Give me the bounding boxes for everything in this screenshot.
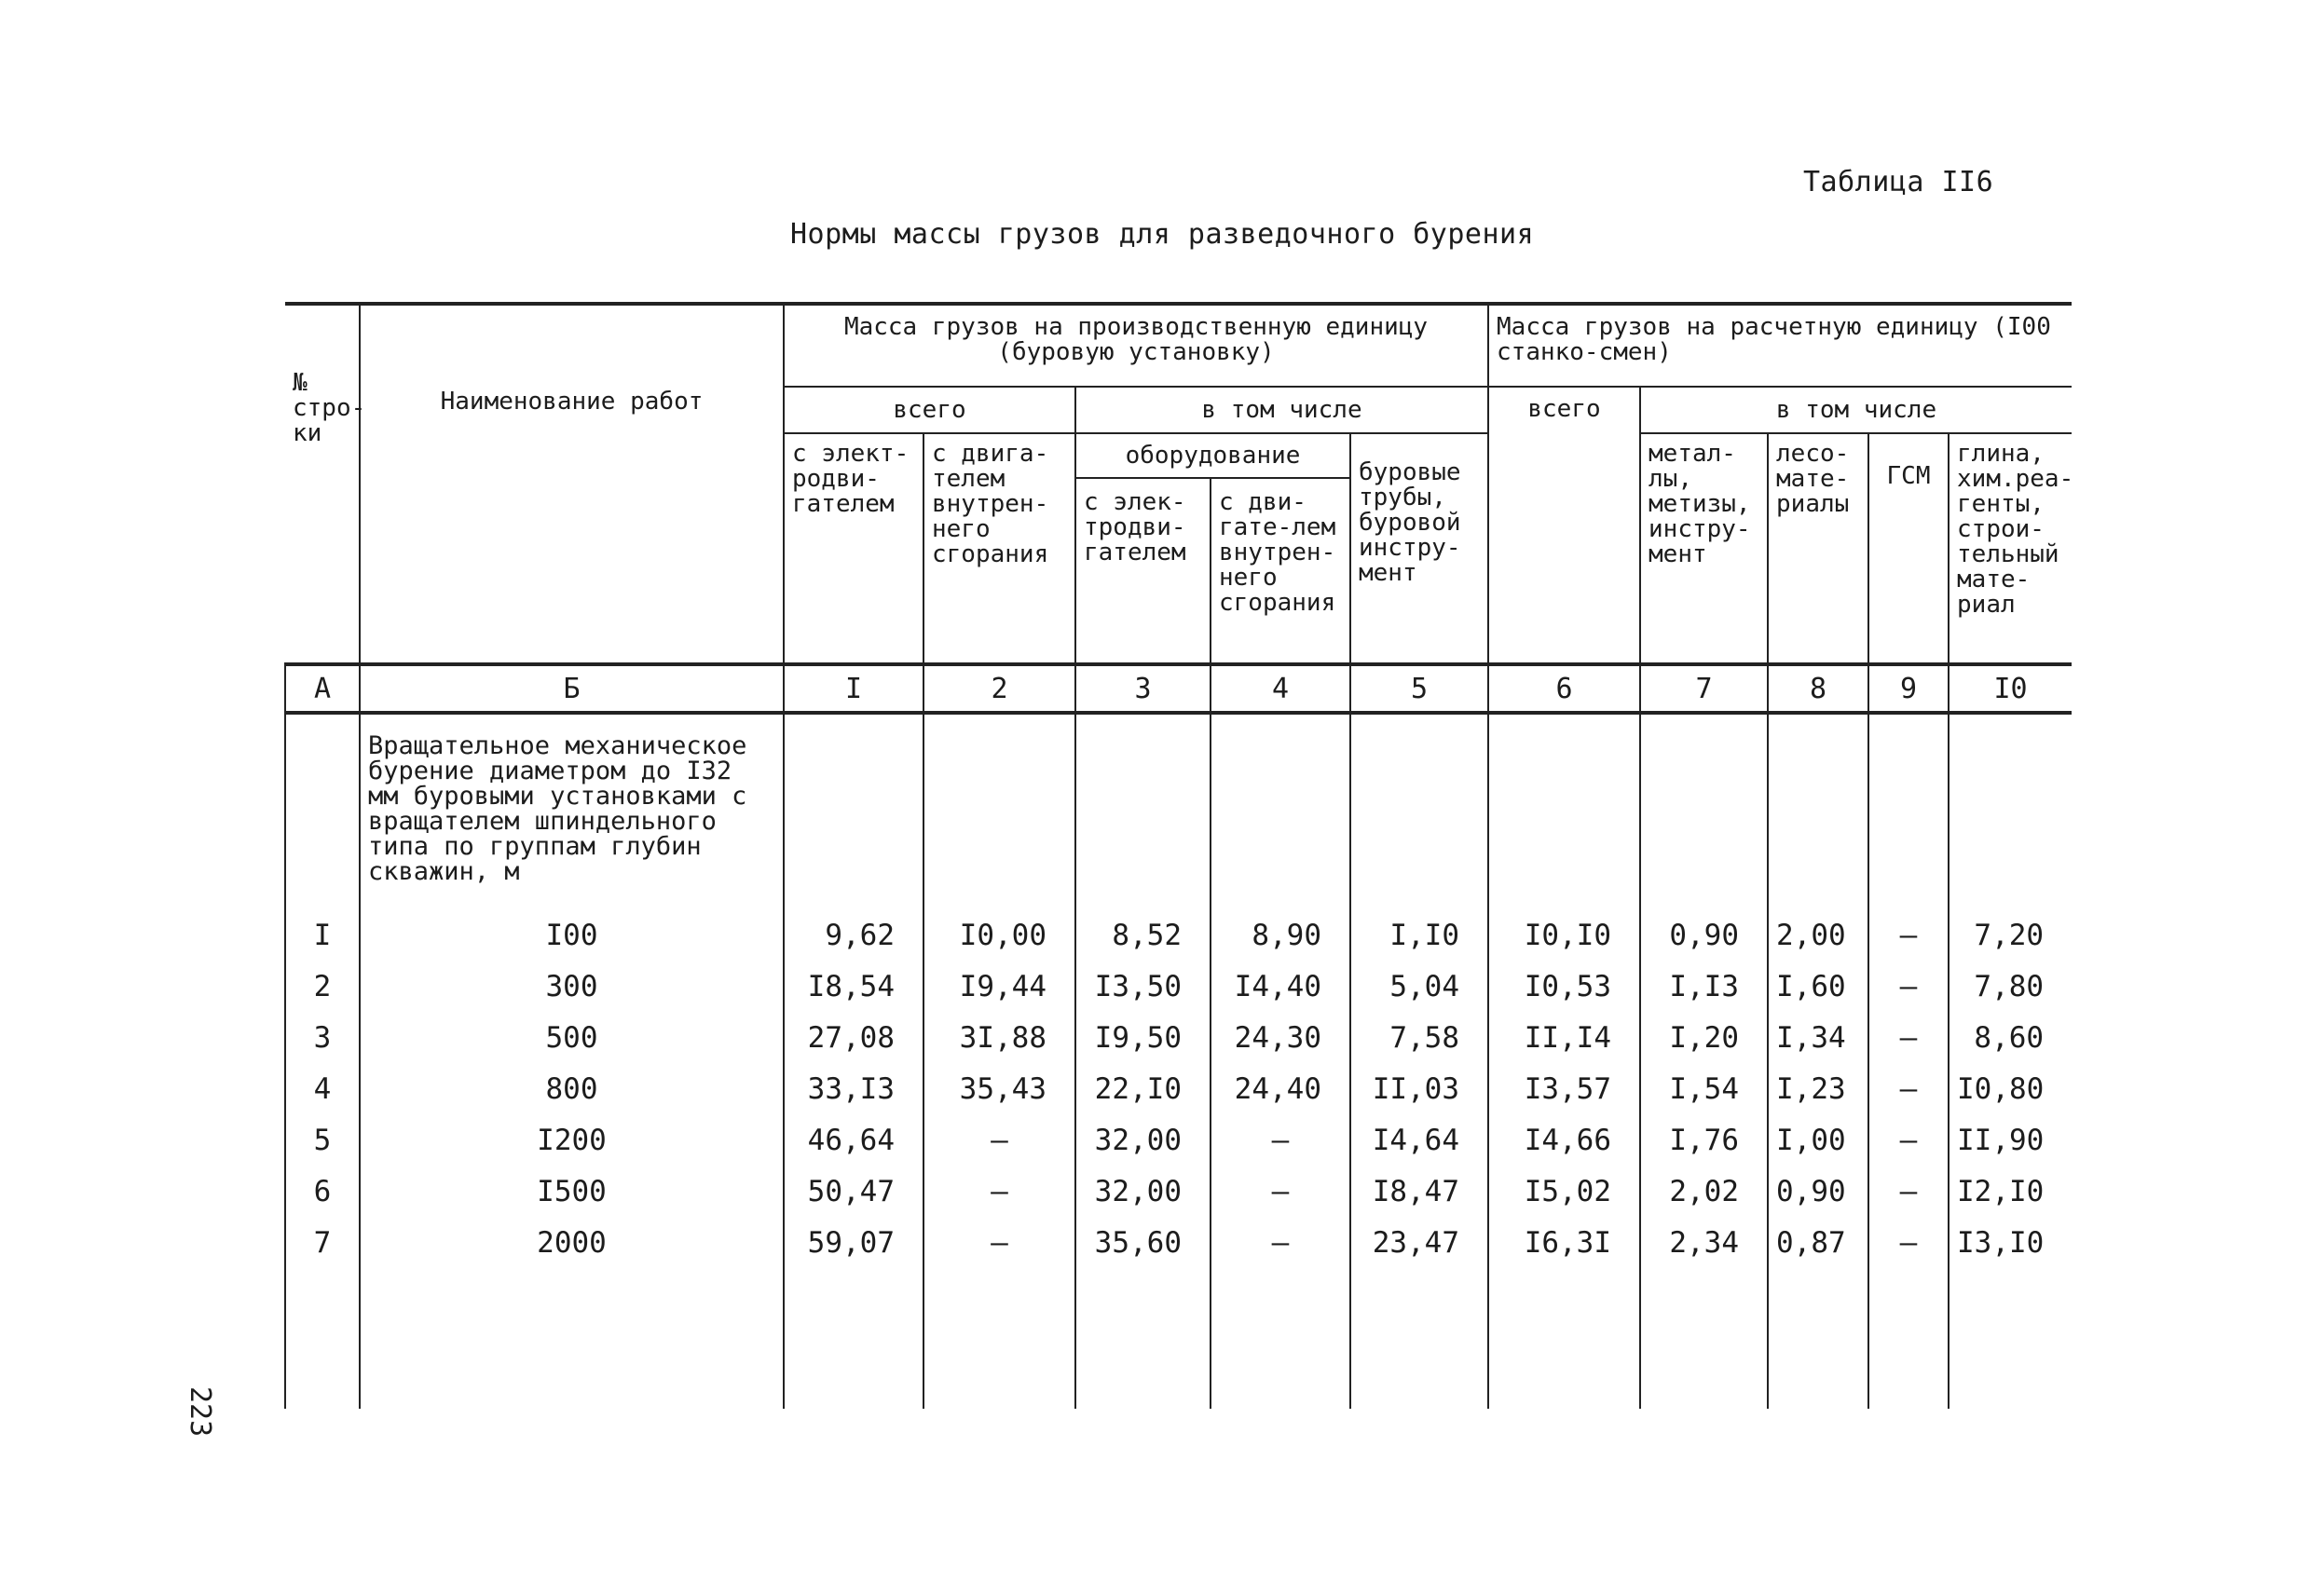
header-equipment: оборудование: [1075, 433, 1350, 478]
value-cell: I0,00: [923, 910, 1075, 962]
header-with-electric-motor: с элект-родви-гателем: [784, 433, 923, 664]
value-cell: II,I4: [1488, 1013, 1640, 1064]
table-row: [285, 1115, 2072, 1166]
header-including: в том числе: [1075, 387, 1488, 433]
column-numbers-row: [285, 664, 2072, 713]
table-row: [285, 1013, 2072, 1064]
depth-cell: I500: [360, 1166, 784, 1218]
column-number: I0: [1949, 664, 2072, 713]
value-cell: –: [923, 1115, 1075, 1166]
value-cell: –: [923, 1166, 1075, 1218]
column-number: 5: [1350, 664, 1488, 713]
value-cell: –: [1868, 1064, 1949, 1115]
header-work-name: Наименование работ: [360, 304, 784, 664]
value-cell: I6,3I: [1488, 1218, 1640, 1269]
section-header-row: [285, 713, 2072, 910]
value-cell: 24,30: [1211, 1013, 1350, 1064]
header-production-unit: Масса грузов на производственную единицу (буровую установку): [784, 304, 1488, 387]
value-cell: 59,07: [784, 1218, 923, 1269]
header-timber: лесо-мате-риалы: [1768, 433, 1868, 664]
header-row-number: № стро-ки: [285, 304, 360, 664]
value-cell: I4,40: [1211, 962, 1350, 1013]
column-number: Б: [360, 664, 784, 713]
table-row: [285, 1064, 2072, 1115]
value-cell: I,20: [1640, 1013, 1768, 1064]
value-cell: –: [1868, 1218, 1949, 1269]
value-cell: –: [1211, 1218, 1350, 1269]
column-number: 4: [1211, 664, 1350, 713]
table-row: [285, 1218, 2072, 1269]
header-fuel: ГСМ: [1868, 433, 1949, 664]
header-calc-total: всего: [1488, 387, 1640, 664]
value-cell: 0,90: [1768, 1166, 1868, 1218]
value-cell: I0,53: [1488, 962, 1640, 1013]
section-title: Вращательное механическое бурение диаметром до I32 мм буровыми установками с вращателем шпиндельного типа по группам глубин скважин, м: [360, 713, 784, 910]
value-cell: –: [1868, 910, 1949, 962]
depth-cell: 2000: [360, 1218, 784, 1269]
row-number-cell: 3: [285, 1013, 360, 1064]
value-cell: 33,I3: [784, 1064, 923, 1115]
value-cell: 8,90: [1211, 910, 1350, 962]
header-total: всего: [784, 387, 1075, 433]
value-cell: –: [1868, 962, 1949, 1013]
value-cell: II,90: [1949, 1115, 2072, 1166]
value-cell: I5,02: [1488, 1166, 1640, 1218]
row-number-cell: 7: [285, 1218, 360, 1269]
value-cell: 32,00: [1075, 1115, 1211, 1166]
row-number-cell: 2: [285, 962, 360, 1013]
value-cell: 24,40: [1211, 1064, 1350, 1115]
value-cell: 2,00: [1768, 910, 1868, 962]
value-cell: 23,47: [1350, 1218, 1488, 1269]
value-cell: 9,62: [784, 910, 923, 962]
depth-cell: I200: [360, 1115, 784, 1166]
value-cell: –: [1868, 1115, 1949, 1166]
value-cell: I,00: [1768, 1115, 1868, 1166]
row-number-cell: I: [285, 910, 360, 962]
value-cell: 3I,88: [923, 1013, 1075, 1064]
table-label: Таблица II6: [1803, 166, 1994, 198]
value-cell: –: [923, 1218, 1075, 1269]
header-calc-unit: Масса грузов на расчетную единицу (I00 станко-смен): [1488, 304, 2072, 387]
value-cell: I9,44: [923, 962, 1075, 1013]
value-cell: I,54: [1640, 1064, 1768, 1115]
header-metals: метал-лы, метизы, инстру-мент: [1640, 433, 1768, 664]
header-equipment-electric: с элек-тродви-гателем: [1075, 478, 1211, 664]
value-cell: I8,54: [784, 962, 923, 1013]
depth-cell: 800: [360, 1064, 784, 1115]
page-number: 223: [184, 1386, 216, 1438]
value-cell: 0,87: [1768, 1218, 1868, 1269]
document-title: Нормы массы грузов для разведочного бурения: [790, 218, 1535, 251]
value-cell: 35,43: [923, 1064, 1075, 1115]
value-cell: –: [1211, 1166, 1350, 1218]
value-cell: I9,50: [1075, 1013, 1211, 1064]
value-cell: 22,I0: [1075, 1064, 1211, 1115]
column-number: 8: [1768, 664, 1868, 713]
value-cell: I,76: [1640, 1115, 1768, 1166]
row-number-cell: 6: [285, 1166, 360, 1218]
value-cell: I0,I0: [1488, 910, 1640, 962]
header-equipment-combustion: с дви-гате-лем внутрен-него сгорания: [1211, 478, 1350, 664]
table-header: [285, 304, 2072, 664]
value-cell: 7,80: [1949, 962, 2072, 1013]
value-cell: 7,58: [1350, 1013, 1488, 1064]
header-drill-pipes: буровые трубы, буровой инстру-мент: [1350, 433, 1488, 664]
depth-cell: 500: [360, 1013, 784, 1064]
value-cell: I3,50: [1075, 962, 1211, 1013]
row-number-cell: 5: [285, 1115, 360, 1166]
table-tail-row: [285, 1269, 2072, 1409]
value-cell: 0,90: [1640, 910, 1768, 962]
value-cell: I,I0: [1350, 910, 1488, 962]
data-rows: [285, 910, 2072, 1269]
table-row: [285, 910, 2072, 962]
header-with-combustion-engine: с двига-телем внутрен-него сгорания: [923, 433, 1075, 664]
value-cell: 7,20: [1949, 910, 2072, 962]
value-cell: 8,52: [1075, 910, 1211, 962]
table-row: [285, 962, 2072, 1013]
column-number: А: [285, 664, 360, 713]
value-cell: I3,57: [1488, 1064, 1640, 1115]
value-cell: I,60: [1768, 962, 1868, 1013]
column-number: I: [784, 664, 923, 713]
value-cell: 27,08: [784, 1013, 923, 1064]
value-cell: I,I3: [1640, 962, 1768, 1013]
header-including-calc: в том числе: [1640, 387, 2072, 433]
value-cell: –: [1868, 1166, 1949, 1218]
column-number: 7: [1640, 664, 1768, 713]
norms-table: [284, 302, 2072, 1409]
value-cell: 8,60: [1949, 1013, 2072, 1064]
value-cell: –: [1868, 1013, 1949, 1064]
value-cell: I2,I0: [1949, 1166, 2072, 1218]
header-clay-reagents: глина, хим.реа-генты, строи-тельный мате-риал: [1949, 433, 2072, 664]
value-cell: 50,47: [784, 1166, 923, 1218]
column-number: 9: [1868, 664, 1949, 713]
column-number: 6: [1488, 664, 1640, 713]
value-cell: I4,66: [1488, 1115, 1640, 1166]
value-cell: I,23: [1768, 1064, 1868, 1115]
value-cell: –: [1211, 1115, 1350, 1166]
table-body: [285, 664, 2072, 910]
value-cell: 5,04: [1350, 962, 1488, 1013]
value-cell: I4,64: [1350, 1115, 1488, 1166]
value-cell: I3,I0: [1949, 1218, 2072, 1269]
value-cell: I8,47: [1350, 1166, 1488, 1218]
depth-cell: 300: [360, 962, 784, 1013]
depth-cell: I00: [360, 910, 784, 962]
row-number-cell: 4: [285, 1064, 360, 1115]
value-cell: II,03: [1350, 1064, 1488, 1115]
value-cell: I0,80: [1949, 1064, 2072, 1115]
value-cell: I,34: [1768, 1013, 1868, 1064]
value-cell: 2,34: [1640, 1218, 1768, 1269]
column-number: 2: [923, 664, 1075, 713]
value-cell: 32,00: [1075, 1166, 1211, 1218]
table-row: [285, 1166, 2072, 1218]
column-number: 3: [1075, 664, 1211, 713]
value-cell: 2,02: [1640, 1166, 1768, 1218]
value-cell: 46,64: [784, 1115, 923, 1166]
value-cell: 35,60: [1075, 1218, 1211, 1269]
